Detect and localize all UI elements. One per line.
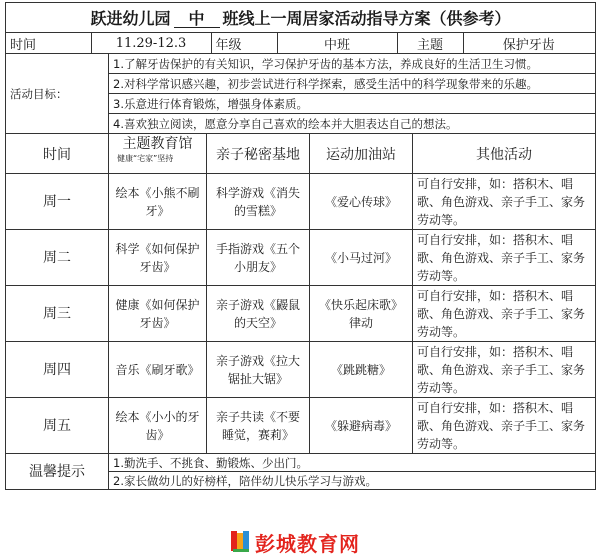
week-row-thu xyxy=(6,342,596,398)
tip-item: 2.家长做幼儿的好榜样，陪伴幼儿快乐学习与游戏。 xyxy=(109,472,596,490)
sport-cell: 《快乐起床歌》律动 xyxy=(310,286,413,342)
parent-cell: 手指游戏《五个小朋友》 xyxy=(207,230,310,286)
title-prefix: 跃进幼儿园 xyxy=(90,9,171,28)
other-cell: 可自行安排，如：搭积木、唱歌、角色游戏、亲子手工、家务劳动等。 xyxy=(413,230,596,286)
week-row-tue xyxy=(6,230,596,286)
time-label: 时间 xyxy=(6,33,91,53)
parent-cell: 亲子游戏《鼹鼠的天空》 xyxy=(207,286,310,342)
title-suffix: 班线上一周居家活动指导方案（供参考） xyxy=(222,9,511,28)
book-logo-icon xyxy=(229,529,251,553)
goal-item: 4.喜欢独立阅读，愿意分享自己喜欢的绘本并大胆表达自己的想法。 xyxy=(109,114,596,134)
grade-label: 年级 xyxy=(211,33,277,53)
time-value: 11.29-12.3 xyxy=(91,33,211,53)
theme-hall-note: 健康“宅家”坚持 xyxy=(117,154,174,163)
watermark-logo xyxy=(229,526,419,556)
theme-hall-title: 主题教育馆 xyxy=(122,136,193,152)
activity-plan-sheet xyxy=(5,2,595,554)
parent-cell: 科学游戏《消失的雪糕》 xyxy=(207,174,310,230)
goal-row xyxy=(6,54,596,74)
day-cell: 周三 xyxy=(6,286,109,342)
goals-label: 活动目标： xyxy=(6,54,109,134)
theme-cell: 绘本《小小的牙齿》 xyxy=(109,398,207,454)
tips-row xyxy=(6,454,596,472)
other-cell: 可自行安排，如：搭积木、唱歌、角色游戏、亲子手工、家务劳动等。 xyxy=(413,174,596,230)
day-cell: 周四 xyxy=(6,342,109,398)
plan-table xyxy=(5,2,596,490)
week-row-fri xyxy=(6,398,596,454)
column-header-time: 时间 xyxy=(6,134,109,174)
other-cell: 可自行安排，如：搭积木、唱歌、角色游戏、亲子手工、家务劳动等。 xyxy=(413,342,596,398)
parent-cell: 亲子共读《不要睡觉，赛莉》 xyxy=(207,398,310,454)
day-cell: 周一 xyxy=(6,174,109,230)
column-header-theme-hall xyxy=(109,134,207,174)
parent-cell: 亲子游戏《拉大锯扯大锯》 xyxy=(207,342,310,398)
sport-cell: 《跳跳糖》 xyxy=(310,342,413,398)
goal-item: 1.了解牙齿保护的有关知识，学习保护牙齿的基本方法，养成良好的生活卫生习惯。 xyxy=(109,54,596,74)
day-cell: 周五 xyxy=(6,398,109,454)
column-header-parent-child: 亲子秘密基地 xyxy=(207,134,310,174)
theme-cell: 绘本《小熊不刷牙》 xyxy=(109,174,207,230)
goal-item: 2.对科学常识感兴趣，初步尝试进行科学探索，感受生活中的科学现象带来的乐趣。 xyxy=(109,74,596,94)
theme-cell: 健康《如何保护牙齿》 xyxy=(109,286,207,342)
goal-item: 3.乐意进行体育锻炼，增强身体素质。 xyxy=(109,94,596,114)
sport-cell: 《躲避病毒》 xyxy=(310,398,413,454)
grade-value: 中班 xyxy=(277,33,397,53)
title-class-name: 中 xyxy=(174,10,220,28)
watermark-text: 彭城教育网 xyxy=(255,532,360,556)
other-cell: 可自行安排，如：搭积木、唱歌、角色游戏、亲子手工、家务劳动等。 xyxy=(413,286,596,342)
info-row xyxy=(6,33,596,54)
column-header-other: 其他活动 xyxy=(413,134,596,174)
sport-cell: 《爱心传球》 xyxy=(310,174,413,230)
sport-cell: 《小马过河》 xyxy=(310,230,413,286)
other-cell: 可自行安排，如：搭积木、唱歌、角色游戏、亲子手工、家务劳动等。 xyxy=(413,398,596,454)
page-title xyxy=(6,3,596,33)
theme-cell: 音乐《刷牙歌》 xyxy=(109,342,207,398)
info-inner-table xyxy=(6,33,594,53)
theme-value: 保护牙齿 xyxy=(463,33,594,53)
column-header-sports: 运动加油站 xyxy=(310,134,413,174)
week-row-wed xyxy=(6,286,596,342)
tip-item: 1.勤洗手、不挑食、勤锻炼、少出门。 xyxy=(109,454,596,472)
tips-label: 温馨提示 xyxy=(6,454,109,490)
column-header-row xyxy=(6,134,596,174)
day-cell: 周二 xyxy=(6,230,109,286)
theme-label: 主题 xyxy=(397,33,463,53)
week-row-mon xyxy=(6,174,596,230)
theme-cell: 科学《如何保护牙齿》 xyxy=(109,230,207,286)
